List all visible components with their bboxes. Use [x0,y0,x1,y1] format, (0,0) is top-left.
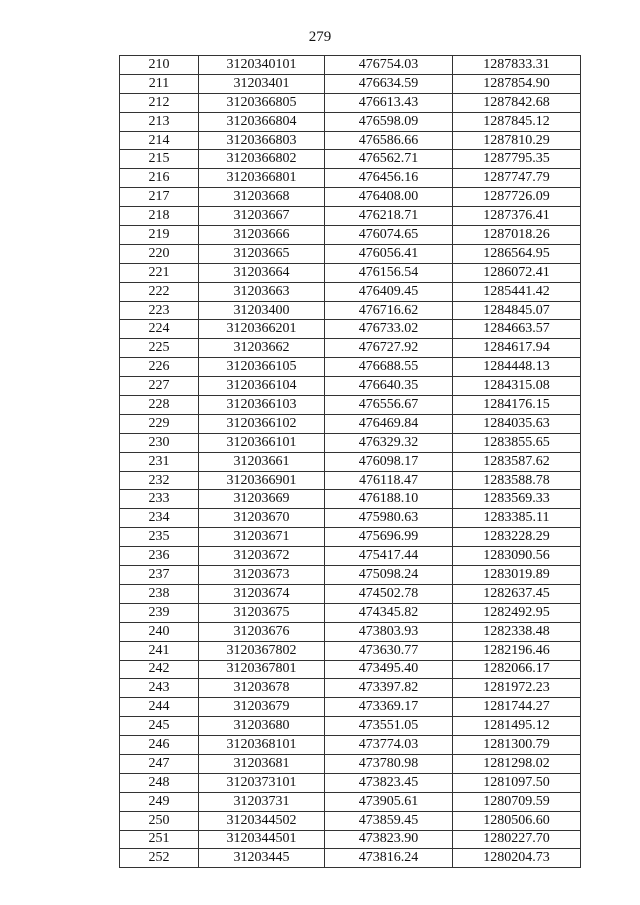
x-coordinate: 476456.16 [325,169,453,188]
y-coordinate: 1287795.35 [453,150,581,169]
point-code: 31203679 [199,698,325,717]
x-coordinate: 476688.55 [325,358,453,377]
x-coordinate: 473630.77 [325,641,453,660]
row-index: 215 [120,150,199,169]
y-coordinate: 1282492.95 [453,603,581,622]
table-row [120,509,581,528]
y-coordinate: 1282196.46 [453,641,581,660]
y-coordinate: 1287726.09 [453,188,581,207]
table-row [120,339,581,358]
x-coordinate: 476188.10 [325,490,453,509]
point-code: 3120366101 [199,433,325,452]
table-row [120,736,581,755]
table-row [120,773,581,792]
y-coordinate: 1281300.79 [453,736,581,755]
table-row [120,603,581,622]
x-coordinate: 476634.59 [325,74,453,93]
table-row [120,433,581,452]
table-row [120,566,581,585]
x-coordinate: 476074.65 [325,226,453,245]
point-code: 3120367801 [199,660,325,679]
x-coordinate: 476056.41 [325,244,453,263]
point-code: 3120366801 [199,169,325,188]
x-coordinate: 473859.45 [325,811,453,830]
row-index: 219 [120,226,199,245]
point-code: 31203670 [199,509,325,528]
x-coordinate: 476562.71 [325,150,453,169]
x-coordinate: 476156.54 [325,263,453,282]
y-coordinate: 1287376.41 [453,207,581,226]
row-index: 223 [120,301,199,320]
row-index: 251 [120,830,199,849]
x-coordinate: 476733.02 [325,320,453,339]
row-index: 211 [120,74,199,93]
x-coordinate: 474502.78 [325,584,453,603]
y-coordinate: 1281972.23 [453,679,581,698]
point-code: 31203666 [199,226,325,245]
y-coordinate: 1282338.48 [453,622,581,641]
x-coordinate: 476598.09 [325,112,453,131]
x-coordinate: 476218.71 [325,207,453,226]
point-code: 3120366802 [199,150,325,169]
point-code: 31203401 [199,74,325,93]
row-index: 239 [120,603,199,622]
row-index: 217 [120,188,199,207]
point-code: 31203681 [199,754,325,773]
y-coordinate: 1281298.02 [453,754,581,773]
coordinates-table [119,55,581,868]
y-coordinate: 1287810.29 [453,131,581,150]
row-index: 230 [120,433,199,452]
x-coordinate: 473397.82 [325,679,453,698]
y-coordinate: 1284035.63 [453,414,581,433]
table-row [120,584,581,603]
y-coordinate: 1281495.12 [453,717,581,736]
x-coordinate: 475098.24 [325,566,453,585]
table-row [120,358,581,377]
table-row [120,131,581,150]
x-coordinate: 475980.63 [325,509,453,528]
table-row [120,528,581,547]
row-index: 250 [120,811,199,830]
point-code: 31203680 [199,717,325,736]
row-index: 212 [120,93,199,112]
point-code: 31203671 [199,528,325,547]
table-row [120,169,581,188]
table-row [120,93,581,112]
point-code: 31203674 [199,584,325,603]
table-row [120,830,581,849]
row-index: 252 [120,849,199,868]
point-code: 3120367802 [199,641,325,660]
row-index: 233 [120,490,199,509]
y-coordinate: 1283090.56 [453,547,581,566]
y-coordinate: 1283228.29 [453,528,581,547]
row-index: 214 [120,131,199,150]
x-coordinate: 473369.17 [325,698,453,717]
table-row [120,112,581,131]
row-index: 210 [120,56,199,75]
point-code: 31203669 [199,490,325,509]
row-index: 240 [120,622,199,641]
y-coordinate: 1286564.95 [453,244,581,263]
x-coordinate: 476754.03 [325,56,453,75]
page-number: 279 [308,29,332,45]
row-index: 249 [120,792,199,811]
x-coordinate: 476727.92 [325,339,453,358]
row-index: 225 [120,339,199,358]
point-code: 31203676 [199,622,325,641]
point-code: 31203678 [199,679,325,698]
y-coordinate: 1282637.45 [453,584,581,603]
x-coordinate: 474345.82 [325,603,453,622]
table-row [120,301,581,320]
y-coordinate: 1285441.42 [453,282,581,301]
table-row [120,471,581,490]
row-index: 241 [120,641,199,660]
x-coordinate: 476556.67 [325,396,453,415]
x-coordinate: 476613.43 [325,93,453,112]
point-code: 31203445 [199,849,325,868]
x-coordinate: 473816.24 [325,849,453,868]
row-index: 242 [120,660,199,679]
row-index: 237 [120,566,199,585]
point-code: 31203672 [199,547,325,566]
row-index: 238 [120,584,199,603]
table-row [120,811,581,830]
table-row [120,263,581,282]
y-coordinate: 1286072.41 [453,263,581,282]
row-index: 229 [120,414,199,433]
x-coordinate: 476098.17 [325,452,453,471]
x-coordinate: 473780.98 [325,754,453,773]
point-code: 31203675 [199,603,325,622]
point-code: 3120366102 [199,414,325,433]
x-coordinate: 473823.45 [325,773,453,792]
point-code: 31203663 [199,282,325,301]
point-code: 31203661 [199,452,325,471]
row-index: 227 [120,377,199,396]
x-coordinate: 473774.03 [325,736,453,755]
point-code: 31203662 [199,339,325,358]
point-code: 3120366201 [199,320,325,339]
table-row [120,396,581,415]
point-code: 31203665 [199,244,325,263]
row-index: 243 [120,679,199,698]
y-coordinate: 1280227.70 [453,830,581,849]
y-coordinate: 1287854.90 [453,74,581,93]
y-coordinate: 1281744.27 [453,698,581,717]
y-coordinate: 1284845.07 [453,301,581,320]
table-row [120,547,581,566]
x-coordinate: 476469.84 [325,414,453,433]
y-coordinate: 1284663.57 [453,320,581,339]
point-code: 3120366803 [199,131,325,150]
table-row [120,849,581,868]
point-code: 3120368101 [199,736,325,755]
x-coordinate: 476409.45 [325,282,453,301]
table-row [120,660,581,679]
y-coordinate: 1283569.33 [453,490,581,509]
y-coordinate: 1280506.60 [453,811,581,830]
y-coordinate: 1287845.12 [453,112,581,131]
row-index: 234 [120,509,199,528]
row-index: 231 [120,452,199,471]
row-index: 218 [120,207,199,226]
x-coordinate: 475417.44 [325,547,453,566]
table-row [120,244,581,263]
table-row [120,377,581,396]
point-code: 3120344501 [199,830,325,849]
x-coordinate: 473551.05 [325,717,453,736]
y-coordinate: 1280204.73 [453,849,581,868]
point-code: 3120344502 [199,811,325,830]
point-code: 3120366901 [199,471,325,490]
point-code: 3120340101 [199,56,325,75]
row-index: 236 [120,547,199,566]
x-coordinate: 473495.40 [325,660,453,679]
table-row [120,717,581,736]
table-row [120,452,581,471]
x-coordinate: 476640.35 [325,377,453,396]
table-row [120,320,581,339]
y-coordinate: 1283587.62 [453,452,581,471]
row-index: 226 [120,358,199,377]
y-coordinate: 1283855.65 [453,433,581,452]
y-coordinate: 1282066.17 [453,660,581,679]
y-coordinate: 1281097.50 [453,773,581,792]
table-row [120,414,581,433]
x-coordinate: 476329.32 [325,433,453,452]
y-coordinate: 1287747.79 [453,169,581,188]
y-coordinate: 1280709.59 [453,792,581,811]
row-index: 224 [120,320,199,339]
table-row [120,226,581,245]
table-row [120,754,581,773]
table-row [120,622,581,641]
table-row [120,679,581,698]
table-row [120,698,581,717]
point-code: 3120366105 [199,358,325,377]
y-coordinate: 1284617.94 [453,339,581,358]
y-coordinate: 1283385.11 [453,509,581,528]
y-coordinate: 1283019.89 [453,566,581,585]
table-row [120,74,581,93]
x-coordinate: 476118.47 [325,471,453,490]
table-row [120,641,581,660]
row-index: 221 [120,263,199,282]
table-row [120,282,581,301]
x-coordinate: 476716.62 [325,301,453,320]
y-coordinate: 1283588.78 [453,471,581,490]
point-code: 31203400 [199,301,325,320]
y-coordinate: 1287018.26 [453,226,581,245]
row-index: 247 [120,754,199,773]
point-code: 31203668 [199,188,325,207]
table-row [120,188,581,207]
row-index: 216 [120,169,199,188]
point-code: 31203667 [199,207,325,226]
row-index: 220 [120,244,199,263]
point-code: 31203664 [199,263,325,282]
y-coordinate: 1284176.15 [453,396,581,415]
point-code: 3120373101 [199,773,325,792]
x-coordinate: 475696.99 [325,528,453,547]
x-coordinate: 473803.93 [325,622,453,641]
y-coordinate: 1287842.68 [453,93,581,112]
y-coordinate: 1284448.13 [453,358,581,377]
row-index: 228 [120,396,199,415]
row-index: 222 [120,282,199,301]
row-index: 246 [120,736,199,755]
x-coordinate: 473905.61 [325,792,453,811]
table-row [120,56,581,75]
x-coordinate: 476586.66 [325,131,453,150]
x-coordinate: 476408.00 [325,188,453,207]
table-row [120,150,581,169]
y-coordinate: 1284315.08 [453,377,581,396]
point-code: 3120366103 [199,396,325,415]
table-row [120,490,581,509]
point-code: 3120366104 [199,377,325,396]
point-code: 3120366805 [199,93,325,112]
table-row [120,792,581,811]
row-index: 232 [120,471,199,490]
row-index: 244 [120,698,199,717]
row-index: 235 [120,528,199,547]
table-row [120,207,581,226]
point-code: 3120366804 [199,112,325,131]
x-coordinate: 473823.90 [325,830,453,849]
point-code: 31203673 [199,566,325,585]
point-code: 31203731 [199,792,325,811]
row-index: 248 [120,773,199,792]
row-index: 245 [120,717,199,736]
row-index: 213 [120,112,199,131]
y-coordinate: 1287833.31 [453,56,581,75]
